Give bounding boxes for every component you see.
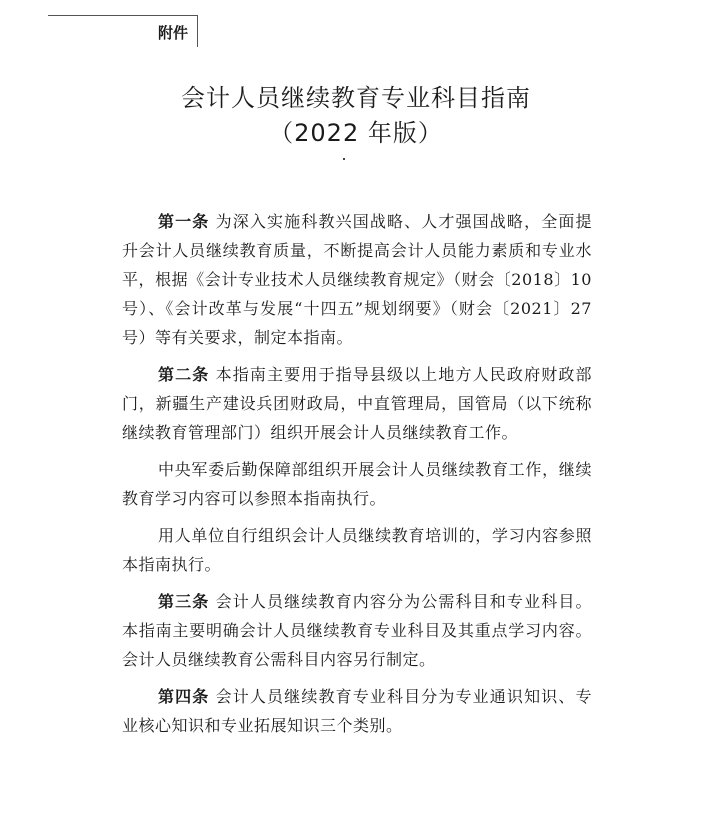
paragraph-text: 中央军委后勤保障部组织开展会计人员继续教育工作，继续教育学习内容可以参照本指南执行。 (122, 460, 592, 508)
attachment-label: 附件 (158, 24, 189, 42)
article-text: 本指南主要用于指导县级以上地方人民政府财政部门，新疆生产建设兵团财政局，中直管理局，国管局（以下统称继续教育管理部门）组织开展会计人员继续教育工作。 (122, 365, 592, 442)
article-label: 第二条 (158, 365, 210, 384)
document-title: 会计人员继续教育专业科目指南 (181, 84, 531, 112)
paragraph (122, 455, 592, 513)
paragraph (122, 521, 592, 579)
paragraph-text: 用人单位自行组织会计人员继续教育培训的，学习内容参照本指南执行。 (122, 526, 592, 574)
article-text: 为深入实施科教兴国战略、人才强国战略，全面提升会计人员继续教育质量，不断提高会计人员能力素质和专业水平，根据《会计专业技术人员继续教育规定》（财会〔2018〕10号）、《会计改革与发展“十四五”规划纲要》（财会〔2021〕27号）等有关要求，制定本指南。 (122, 212, 592, 347)
article-3 (122, 587, 592, 674)
article-4 (122, 682, 592, 740)
article-2 (122, 360, 592, 447)
article-label: 第一条 (158, 212, 210, 231)
document-body (122, 207, 592, 748)
article-label: 第三条 (158, 592, 210, 611)
article-text: 会计人员继续教育专业科目分为专业通识知识、专业核心知识和专业拓展知识三个类别。 (122, 687, 592, 735)
scan-speck (343, 158, 345, 160)
article-label: 第四条 (158, 687, 210, 706)
scan-border-line (48, 15, 198, 16)
scan-border-line (197, 15, 198, 47)
article-1 (122, 207, 592, 352)
article-text: 会计人员继续教育内容分为公需科目和专业科目。本指南主要明确会计人员继续教育专业科目及其重点学习内容。会计人员继续教育公需科目内容另行制定。 (122, 592, 592, 669)
document-subtitle: （2022 年版） (269, 119, 443, 147)
